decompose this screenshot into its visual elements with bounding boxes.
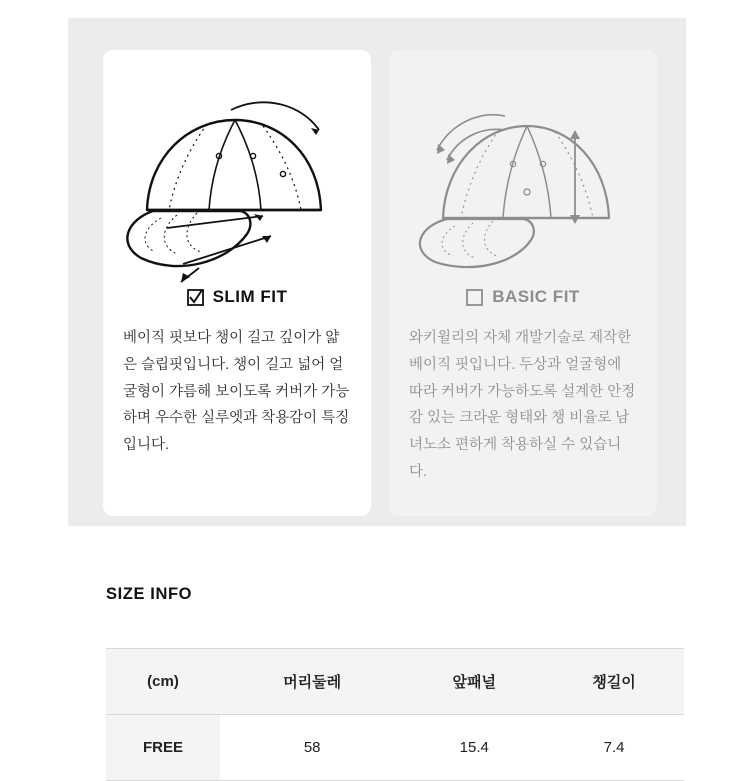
size-info-heading: SIZE INFO [106, 585, 193, 603]
fit-title-label: SLIM FIT [212, 287, 288, 306]
table-row [106, 715, 684, 781]
table-header-front-panel: 앞패널 [404, 649, 544, 715]
fit-title-basic [466, 287, 580, 307]
fit-comparison-section [68, 18, 686, 526]
cap-slim-fit-illustration [123, 68, 351, 283]
table-cell-head-circumference: 58 [220, 715, 404, 781]
checkbox-checked-icon [187, 289, 204, 306]
size-info-table [106, 648, 684, 781]
fit-title-slim [187, 287, 288, 307]
fit-card-list [68, 18, 686, 548]
table-header-brim-length: 챙길이 [544, 649, 684, 715]
fit-title-label: BASIC FIT [492, 287, 580, 306]
table-header-unit: (cm) [106, 649, 220, 715]
table-header-head-circumference: 머리둘레 [220, 649, 404, 715]
fit-card-basic[interactable] [389, 50, 657, 516]
fit-description-slim: 베이직 핏보다 챙이 길고 깊이가 얇은 슬립핏입니다. 챙이 길고 넓어 얼굴형이 갸름해 보이도록 커버가 가능하며 우수한 실루엣과 착용감이 특징입니다. [123, 330, 350, 454]
cap-basic-fit-illustration [409, 68, 637, 283]
table-cell-brim-length: 7.4 [544, 715, 684, 781]
table-cell-size-label: FREE [106, 715, 220, 781]
fit-description-basic: 와키윌리의 자체 개발기술로 제작한 베이직 핏입니다. 두상과 얼굴형에 따라 커버가 가능하도록 설계한 안정감 있는 크라운 형태와 챙 비율로 남녀노소 편하게 착용하실 수 있습니다. [409, 330, 636, 481]
checkbox-empty-icon [466, 289, 483, 306]
fit-card-slim[interactable] [103, 50, 371, 516]
table-cell-front-panel: 15.4 [404, 715, 544, 781]
table-header-row [106, 649, 684, 715]
